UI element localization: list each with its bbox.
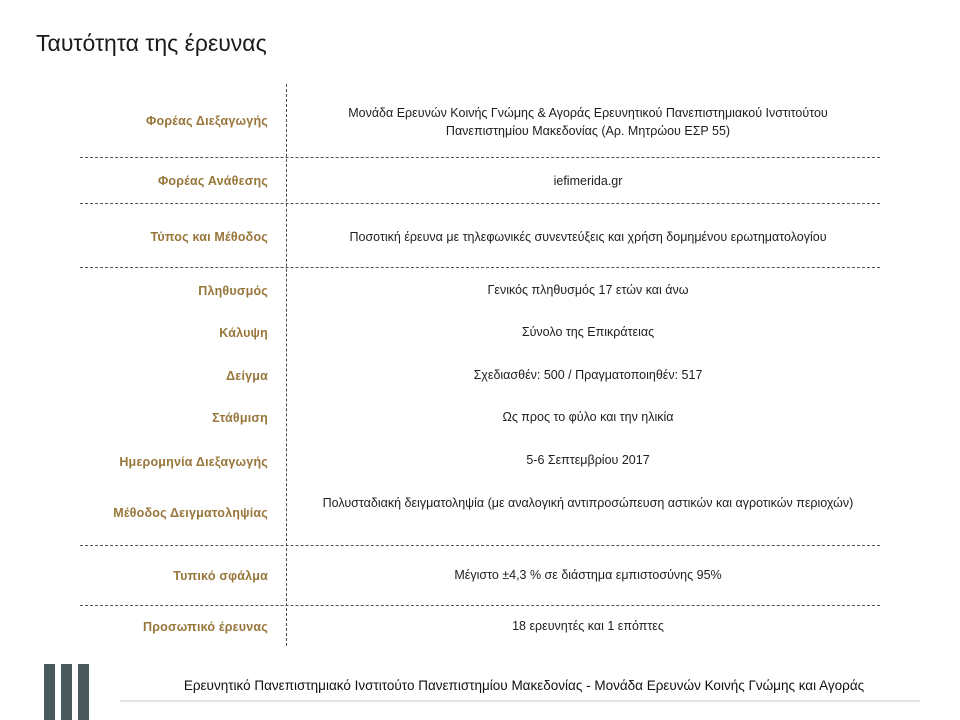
row-value: Πολυσταδιακή δειγματοληψία (με αναλογική αντιπροσώπευση αστικών και αγροτικών περιοχών) (322, 496, 854, 510)
table-row (80, 158, 880, 204)
row-value: 18 ερευνητές και 1 επόπτες (512, 619, 664, 633)
row-label: Στάθμιση (212, 411, 268, 425)
row-label: Κάλυψη (219, 326, 268, 340)
page-title: Ταυτότητα της έρευνας (36, 30, 267, 56)
row-value: iefimerida.gr (553, 174, 623, 188)
table-row (80, 606, 880, 646)
row-value: Μονάδα Ερευνών Κοινής Γνώμης & Αγοράς Ερευνητικού Πανεπιστημιακού Ινστιτούτου Πανεπιστημίου Μακεδονίας (Αρ. Μητρώου ΕΣΡ 55) (348, 106, 828, 138)
table-row (80, 96, 880, 158)
institute-logo (44, 664, 90, 720)
row-label: Φορέας Ανάθεσης (157, 174, 268, 188)
row-label: Τυπικό σφάλμα (173, 569, 268, 583)
row-label: Πληθυσμός (198, 284, 268, 298)
row-value: Ως προς το φύλο και την ηλικία (502, 410, 674, 424)
table-row (80, 204, 880, 268)
row-value: Μέγιστο ±4,3 % σε διάστημα εμπιστοσύνης 95% (454, 568, 722, 582)
row-value: 5-6 Σεπτεμβρίου 2017 (526, 453, 650, 467)
row-value: Γενικός πληθυσμός 17 ετών και άνω (487, 283, 689, 297)
table-row (80, 310, 880, 352)
row-label: Προσωπικό έρευνας (143, 620, 268, 634)
row-value: Ποσοτική έρευνα με τηλεφωνικές συνεντεύξεις και χρήση δομημένου ερωτηματολογίου (349, 230, 827, 244)
row-label: Δείγμα (226, 369, 268, 383)
table-row (80, 436, 880, 484)
table-row (80, 546, 880, 606)
row-label: Τύπος και Μέθοδος (150, 230, 268, 244)
row-value: Σχεδιασθέν: 500 / Πραγματοποιηθέν: 517 (473, 368, 703, 382)
table-row (80, 268, 880, 310)
table-row (80, 394, 880, 436)
table-row (80, 484, 880, 546)
footer-divider (120, 700, 920, 703)
row-label: Φορέας Διεξαγωγής (146, 114, 268, 128)
row-label: Μέθοδος Δειγματοληψίας (113, 506, 268, 520)
row-label: Ημερομηνία Διεξαγωγής (119, 455, 268, 469)
row-value: Σύνολο της Επικράτειας (521, 325, 655, 339)
table-row (80, 352, 880, 394)
footer-text: Ερευνητικό Πανεπιστημιακό Ινστιτούτο Πανεπιστημίου Μακεδονίας - Μονάδα Ερευνών Κοινής Γνώμης και Αγοράς (183, 678, 865, 693)
